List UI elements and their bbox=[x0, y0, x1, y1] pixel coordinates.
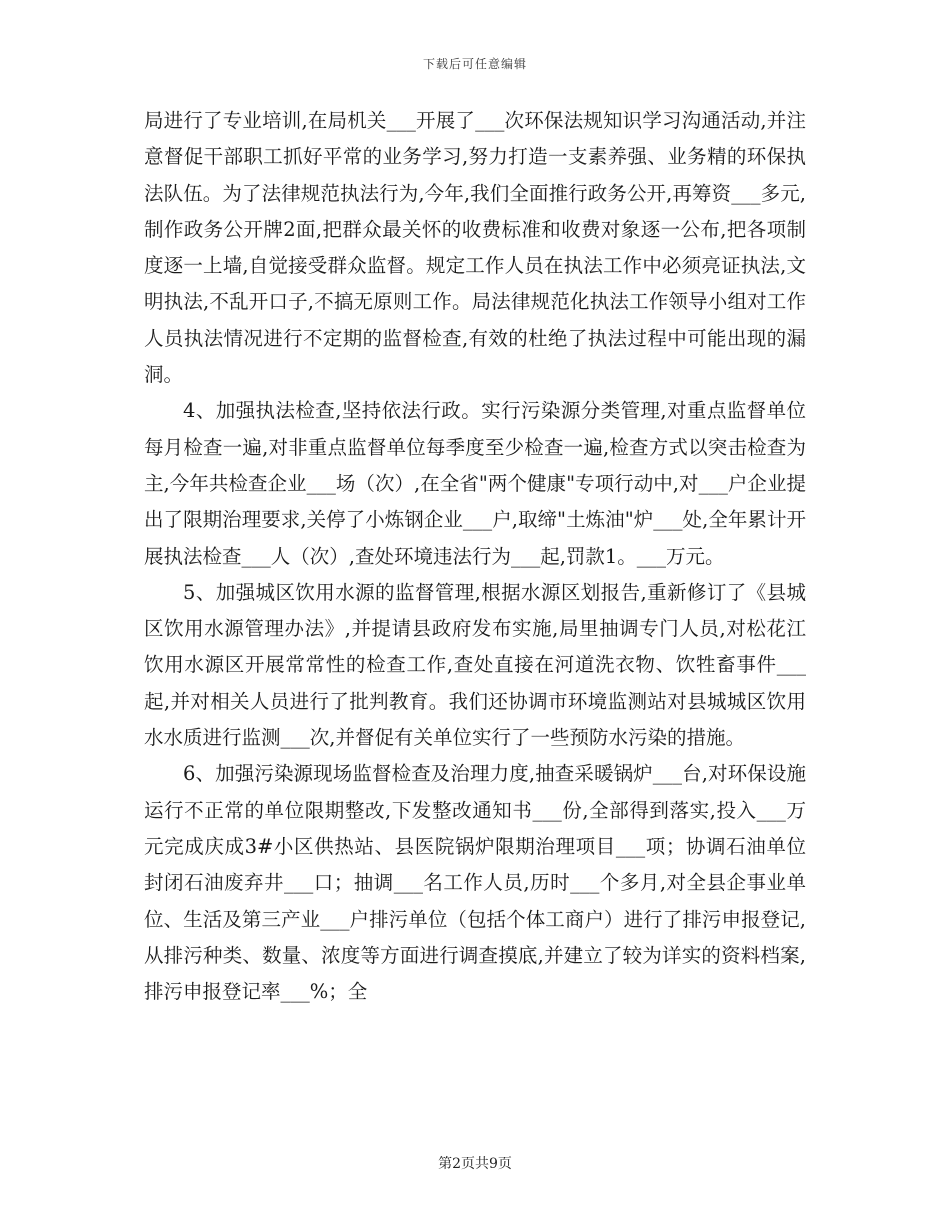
paragraph-item-4: 4、加强执法检查,坚持依法行政。实行污染源分类管理,对重点监督单位每月检查一遍,对非重点监督单位每季度至少检查一遍,检查方式以突击检查为主,今年共检查企业___场（次）,在全省"两个健康"专项行动中,对___户企业提出了限期治理要求,关停了小炼钢企业___户,取缔"土炼油"炉___处,全年累计开展执法检查___人（次）,查处环境违法行为___起,罚款1。___万元。 bbox=[144, 399, 806, 568]
paragraph-item-6: 6、加强污染源现场监督检查及治理力度,抽查采暖锅炉___台,对环保设施运行不正常的单位限期整改,下发整改通知书___份,全部得到落实,投入___万元完成庆成3#小区供热站、县医院锅炉限期治理项目___项；协调石油单位封闭石油废弃井___口；抽调___名工作人员,历时___个多月,对全县企事业单位、生活及第三产业___户排污单位（包括个体工商户）进行了排污申报登记,从排污种类、数量、浓度等方面进行调查摸底,并建立了较为详实的资料档案,排污申报登记率___%；全 bbox=[144, 762, 806, 1004]
document-body bbox=[144, 103, 806, 1010]
page-header: 下载后可任意编辑 bbox=[422, 57, 527, 71]
paragraph-continuation: 局进行了专业培训,在局机关___开展了___次环保法规知识学习沟通活动,并注意督促干部职工抓好平常的业务学习,努力打造一支素养强、业务精的环保执法队伍。为了法律规范执法行为,今年,我们全面推行政务公开,再筹资___多元,制作政务公开牌2面,把群众最关怀的收费标准和收费对象逐一公布,把各项制度逐一上墙,自觉接受群众监督。规定工作人员在执法工作中必须亮证执法,文明执法,不乱开口子,不搞无原则工作。局法律规范化执法工作领导小组对工作人员执法情况进行不定期的监督检查,有效的杜绝了执法过程中可能出现的漏洞。 bbox=[144, 109, 806, 387]
paragraph-item-5: 5、加强城区饮用水源的监督管理,根据水源区划报告,重新修订了《县城区饮用水源管理办法》,并提请县政府发布实施,局里抽调专门人员,对松花江饮用水源区开展常常性的检查工作,查处直接在河道洗衣物、饮牲畜事件___起,并对相关人员进行了批判教育。我们还协调市环境监测站对县城城区饮用水水质进行监测___次,并督促有关单位实行了一些预防水污染的措施。 bbox=[144, 580, 806, 750]
page-number-footer: 第2页共9页 bbox=[438, 1156, 512, 1172]
